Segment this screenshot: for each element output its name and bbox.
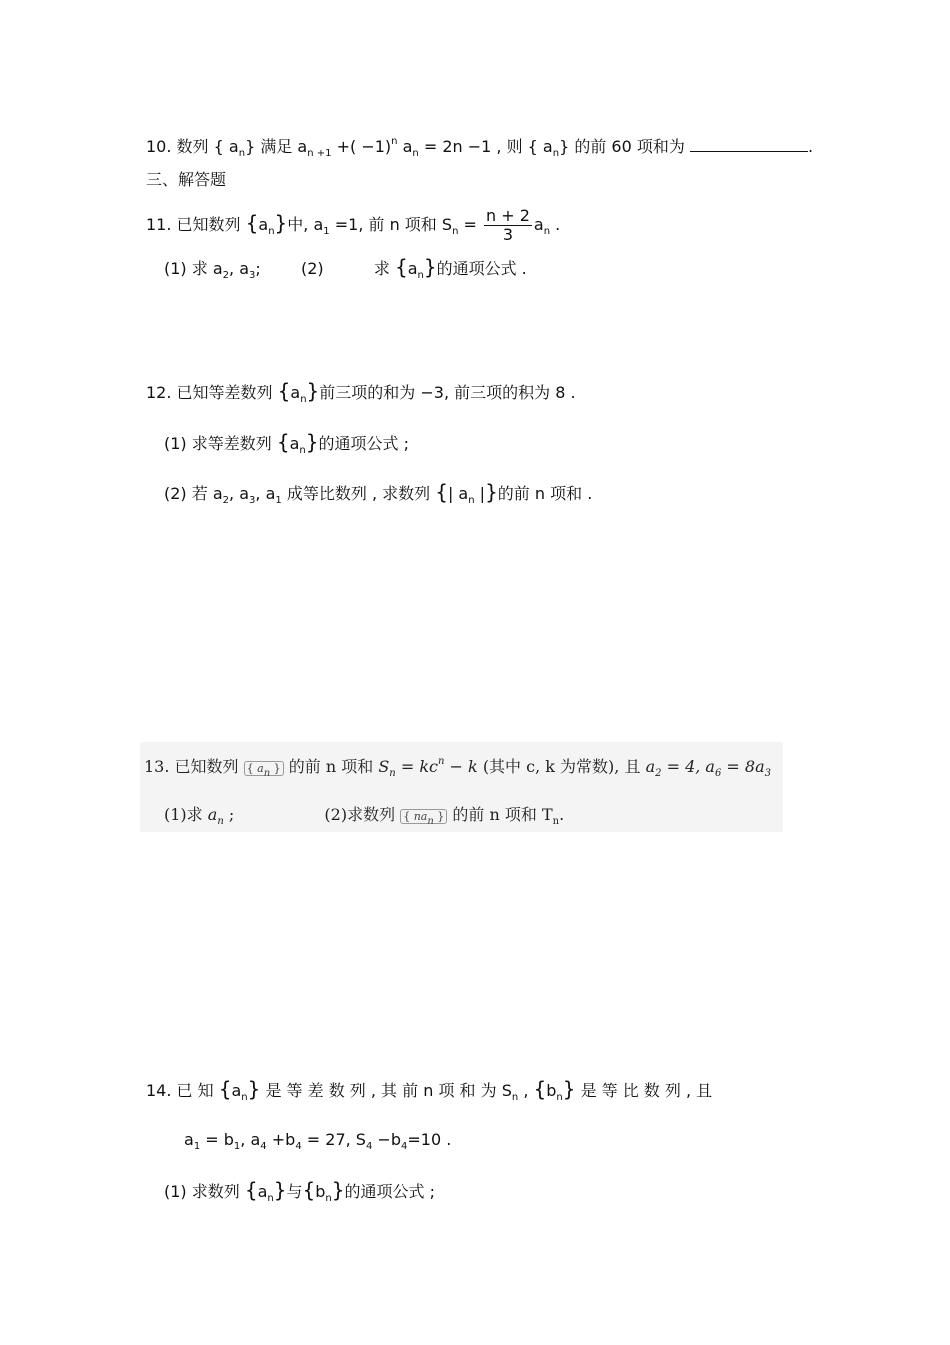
q13-line-2: (1)求 $a_n$ ; (2)求数列 { nan } 的前 n 项和 $T_n$.	[164, 805, 565, 827]
q10-text-5: 的前 60 项和为	[574, 137, 685, 156]
q12-sub-1: (1) 求等差数列 $\{a_n\}$的通项公式 ;	[164, 430, 409, 456]
q11-text-3: =1, 前 n 项和	[334, 215, 437, 234]
q10-end: .	[807, 137, 814, 156]
q11-text-2: 中,	[287, 215, 309, 234]
question-13-image	[140, 742, 783, 832]
q11-number: 11.	[146, 215, 172, 234]
answer-blank	[690, 137, 808, 152]
q14-condition: $a_1 = b_1$, $a_4 +b_4 = 27$, $S_4 -b_4=10$ .	[184, 1130, 452, 1152]
q11-text-1: 已知数列	[176, 215, 241, 234]
q11-subquestions: (1) 求 $a_2$, $a_3$; (2) 求 $\{a_n\}$的通项公式 .	[164, 255, 527, 281]
q10-text-1: 数列	[176, 137, 209, 156]
fraction: $\frac{n + 2}{3}$	[485, 206, 530, 244]
question-14: 14. 已 知 $\{a_n\}$ 是 等 差 数 列 , 其 前 n 项 和 为 $S_n$ , $\{b_n\}$ 是 等 比 数 列 , 且	[146, 1077, 713, 1103]
q13-line-1: 13. 已知数列 { an } 的前 n 项和 $S_n = kc^n - k$ (其中 c, k 为常数), 且 $a_2 = 4$, $a_6 = 8a_3$	[144, 756, 772, 779]
q10-number: 10.	[146, 137, 172, 156]
q14-sub-1: (1) 求数列 $\{a_n\}$与$\{b_n\}$的通项公式 ;	[164, 1178, 435, 1204]
q10-text-3: +( −1)	[336, 137, 392, 156]
q10-text-4: = 2n −1 , 则	[423, 137, 523, 156]
q12-sub-2: (2) 若 $a_2$, $a_3$, $a_1$ 成等比数列 , 求数列 {| $a_n$ |}的前 n 项和 .	[164, 480, 593, 506]
question-11: 11. 已知数列 $\{a_n\}$中, $a_1 =1$, 前 n 项和 $S_n$ = $\frac{n + 2}{3}$ $a_n$ .	[146, 206, 561, 244]
question-10: 10. 数列 { $a_n$} 满足 $a_{n +1}$ +( −1)$^n$ $a_n = 2n -1$ , 则 { $a_n$} 的前 60 项和为 .	[146, 136, 814, 159]
q10-text-2: 满足	[260, 137, 293, 156]
section-heading: 三、解答题	[146, 170, 227, 189]
question-12: 12. 已知等差数列 $\{a_n\}$前三项的和为 −3, 前三项的积为 8 .	[146, 379, 576, 405]
